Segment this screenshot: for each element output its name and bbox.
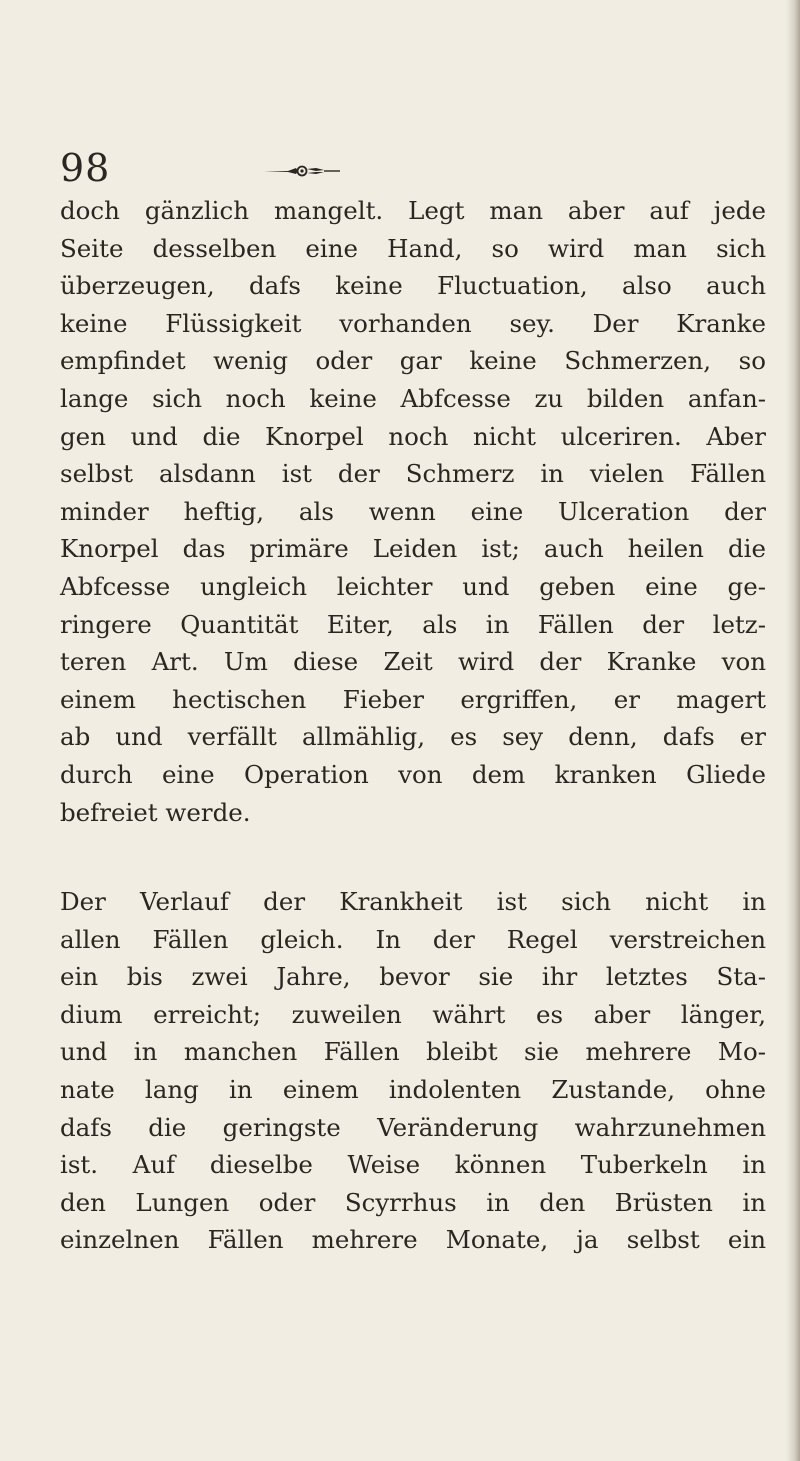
text-line: Der Verlauf der Krankheit ist sich nicht in [60,887,766,917]
text-line: dium erreicht; zuweilen währt es aber länger, [60,999,766,1029]
text-line: Seite desselben eine Hand, so wird man sich [60,233,766,263]
ornament-icon [262,163,342,179]
text-line: ein bis zwei Jahre, bevor sie ihr letztes Sta- [60,962,766,992]
text-line: empfindet wenig oder gar keine Schmerzen, so [60,346,766,376]
text-line: durch eine Operation von dem kranken Gliede [60,759,766,789]
text-line: minder heftig, als wenn eine Ulceration der [60,496,766,526]
text-line: einzelnen Fällen mehrere Monate, ja selbst ein [60,1225,766,1255]
paragraph-gap [60,831,766,883]
text-line: den Lungen oder Scyrrhus in den Brüsten in [60,1187,766,1217]
text-line: selbst alsdann ist der Schmerz in vielen Fällen [60,459,766,489]
body-text [60,192,766,1259]
text-line: ist. Auf dieselbe Weise können Tuberkeln in [60,1150,766,1180]
page-number: 98 [60,146,111,190]
text-line: dafs die geringste Veränderung wahrzunehmen [60,1112,766,1142]
text-line: ab und verfällt allmählig, es sey denn, dafs er [60,722,766,752]
text-line: lange sich noch keine Abfcesse zu bilden anfan- [60,383,766,413]
paragraph-2 [60,883,766,1259]
text-line: befreiet werde. [60,797,251,827]
text-line: keine Flüssigkeit vorhanden sey. Der Kranke [60,308,766,338]
text-line: Knorpel das primäre Leiden ist; auch heilen die [60,534,766,564]
paragraph-1 [60,192,766,831]
text-line: allen Fällen gleich. In der Regel verstreichen [60,924,766,954]
text-line: gen und die Knorpel noch nicht ulceriren. Aber [60,421,766,451]
page-edge-shadow [786,0,800,1461]
text-line: doch gänzlich mangelt. Legt man aber auf jede [60,196,766,225]
text-line: überzeugen, dafs keine Fluctuation, also auch [60,271,766,301]
text-line: ringere Quantität Eiter, als in Fällen der letz- [60,609,766,639]
text-line: einem hectischen Fieber ergriffen, er magert [60,684,766,714]
text-line: und in manchen Fällen bleibt sie mehrere Mo- [60,1037,766,1067]
text-line: teren Art. Um diese Zeit wird der Kranke von [60,647,766,677]
text-line: nate lang in einem indolenten Zustande, ohne [60,1075,766,1105]
text-line: Abfcesse ungleich leichter und geben eine ge- [60,571,766,601]
